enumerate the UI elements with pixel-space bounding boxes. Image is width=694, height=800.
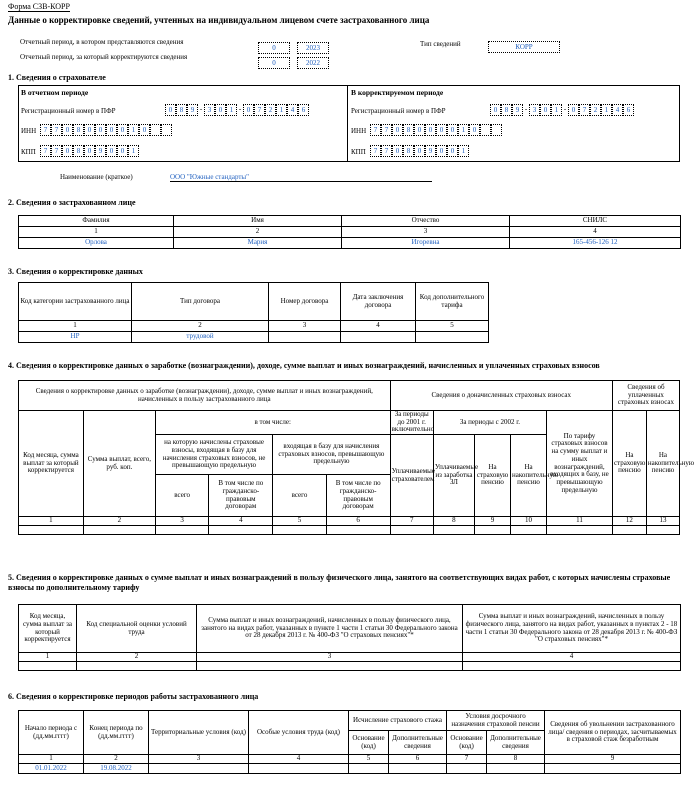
snils-cell[interactable]: 165-456-126 12 xyxy=(510,238,681,249)
right-inn-cells[interactable]: 7 7 0 8 0 0 0 0 1 0 xyxy=(370,124,502,142)
period-year-field[interactable]: 2023 xyxy=(297,42,329,54)
corr-code-field[interactable]: 0 xyxy=(258,57,290,69)
period-start-cell[interactable]: 01.01.2022 xyxy=(19,764,84,774)
tariff-code-cell[interactable] xyxy=(416,332,489,343)
periods-table: Начало периода с (дд.мм.гггг) Конец периода по (дд.мм.гггг) Территориальные условия (код) Особые условия труда (код) Исчисление страхового стажа Условия досрочного назначения страховой пенсии Сведения об увольнении застрахованного лица/ сведения о периодах, засчитываемых в страховой стаж безработным Основание (код) Дополнительные сведения Основание (код) Дополнительные сведения 1 2 3 4 5 6 7 8 9 01.01.2022 19.08.2022 xyxy=(18,710,681,774)
left-kpp-cells[interactable]: 7 7 0 8 0 9 0 0 1 xyxy=(40,145,139,163)
type-field-wrap xyxy=(488,36,560,54)
additional-tariff-table: Код месяца, сумма выплат за который корректируется Код специальной оценки условий труда Сумма выплат и иных вознаграждений, начисленных в пользу физического лица, занятого на видах работ, указанных в пункте 1 части 1 статьи 30 Федерального закона от 28 декабря 2013 г. № 400-ФЗ "О страховых пенсиях"* Сумма выплат и иных вознаграждений, начисленных в пользу физического лица, занятого на видах работ, указанных в пунктах 2 - 18 части 1 статьи 30 Федерального закона от 28 декабря 2013 г. № 400-ФЗ "О страховых пенсиях"* 1 2 3 4 xyxy=(18,604,681,671)
type-field[interactable]: КОРР xyxy=(488,41,560,53)
left-reg-label: Регистрационный номер в ПФР xyxy=(21,107,116,115)
corr-year-field[interactable]: 2022 xyxy=(297,57,329,69)
firstname-cell[interactable]: Мария xyxy=(174,238,342,249)
left-subtitle: В отчетном периоде xyxy=(21,88,89,97)
contract-type-cell[interactable]: трудовой xyxy=(132,332,269,343)
name-field[interactable]: ООО "Южные стандарты" xyxy=(170,173,432,182)
corr-period-label: Отчетный период, за который корректируются сведения xyxy=(20,53,188,61)
section-2-title: 2. Сведения о застрахованном лице xyxy=(8,198,136,207)
section-6-title: 6. Сведения о корректировке периодов работы застрахованного лица xyxy=(8,692,259,701)
right-kpp-cells[interactable]: 7 7 0 8 0 9 0 0 1 xyxy=(370,145,469,163)
category-cell[interactable]: НР xyxy=(19,332,132,343)
contract-date-cell[interactable] xyxy=(341,332,416,343)
section-4-title: 4. Сведения о корректировке данных о заработке (вознаграждении), доходе, сумме выплат и иных вознаграждений, начисленных и уплаченных страховых взносов xyxy=(8,361,600,370)
contract-number-cell[interactable] xyxy=(269,332,341,343)
surname-cell[interactable]: Орлова xyxy=(19,238,174,249)
period-label: Отчетный период, в котором представляются сведения xyxy=(20,38,184,46)
left-reg-cells[interactable]: 0 8 9 - 3 0 1 - 0 7 2 1 4 6 xyxy=(165,104,309,122)
period-code-field[interactable]: 0 xyxy=(258,42,290,54)
form-title: Форма СЗВ-КОРР xyxy=(8,2,70,11)
left-kpp-label: КПП xyxy=(21,148,36,156)
section-3-title: 3. Сведения о корректировке данных xyxy=(8,267,143,276)
page-title: Данные о корректировке сведений, учтенных на индивидуальном лицевом счете застрахованного лица xyxy=(8,15,430,25)
right-reg-label: Регистрационный номер в ПФР xyxy=(351,107,446,115)
section-1-title: 1. Сведения о страхователе xyxy=(8,73,106,82)
correction-table: Код категории застрахованного лица Тип договора Номер договора Дата заключения договора Код дополнительного тарифа 1 2 3 4 5 НР трудовой xyxy=(18,282,489,343)
right-inn-label: ИНН xyxy=(351,127,367,135)
type-label: Тип сведений xyxy=(420,40,461,48)
earnings-table: Сведения о корректировке данных о заработке (вознаграждении), доходе, сумме выплат и иных вознаграждений, начисленных в пользу застрахованного лица Сведения о доначисленных страховых взносах Сведения об уплаченных страховых взносах Код месяца, сумма выплат за который корректируется Сумма выплат, всего, руб. коп. в том числе: За периоды до 2001 г. включительно За периоды с 2002 г. По тарифу страховых взносов на сумму выплат и иных вознаграждений, входящих в базу, не превышающую предельную На страховую пенсию На накопительную пенсию на которую начислены страховые взносы, входящая в базу для начисления страховых взносов, не превышающую предельную входящая в базу для начисления страховых взносов, превышающую предельную Уплачиваемые страхователем Уплачиваемые из заработка ЗЛ На страховую пенсию На накопительную пенсию всего В том числе по гражданско-правовым договорам всего В том числе по гражданско-правовым договорам 1 2 3 4 5 6 7 8 9 10 11 12 13 xyxy=(18,380,680,535)
name-label: Наименование (краткое) xyxy=(60,173,133,181)
insurer-divider xyxy=(347,86,348,161)
corr-period-fields xyxy=(258,52,329,70)
left-inn-cells[interactable]: 7 7 0 8 0 0 0 0 1 0 xyxy=(40,124,172,142)
right-kpp-label: КПП xyxy=(351,148,366,156)
section-5-title: 5. Сведения о корректировке данных о сумме выплат и иных вознаграждений в пользу физического лица, занятого на соответствующих видах работ, с которых начислены страховые взносы по дополнительному тарифу xyxy=(8,573,671,592)
patronymic-cell[interactable]: Игоревна xyxy=(342,238,510,249)
right-subtitle: В корректируемом периоде xyxy=(351,88,444,97)
insured-table: Фамилия Имя Отчество СНИЛС 1 2 3 4 Орлова Мария Игоревна 165-456-126 12 xyxy=(18,215,681,249)
period-end-cell[interactable]: 19.08.2022 xyxy=(84,764,149,774)
right-reg-cells[interactable]: 0 8 9 - 3 0 1 - 0 7 2 1 4 6 xyxy=(490,104,634,122)
left-inn-label: ИНН xyxy=(21,127,37,135)
